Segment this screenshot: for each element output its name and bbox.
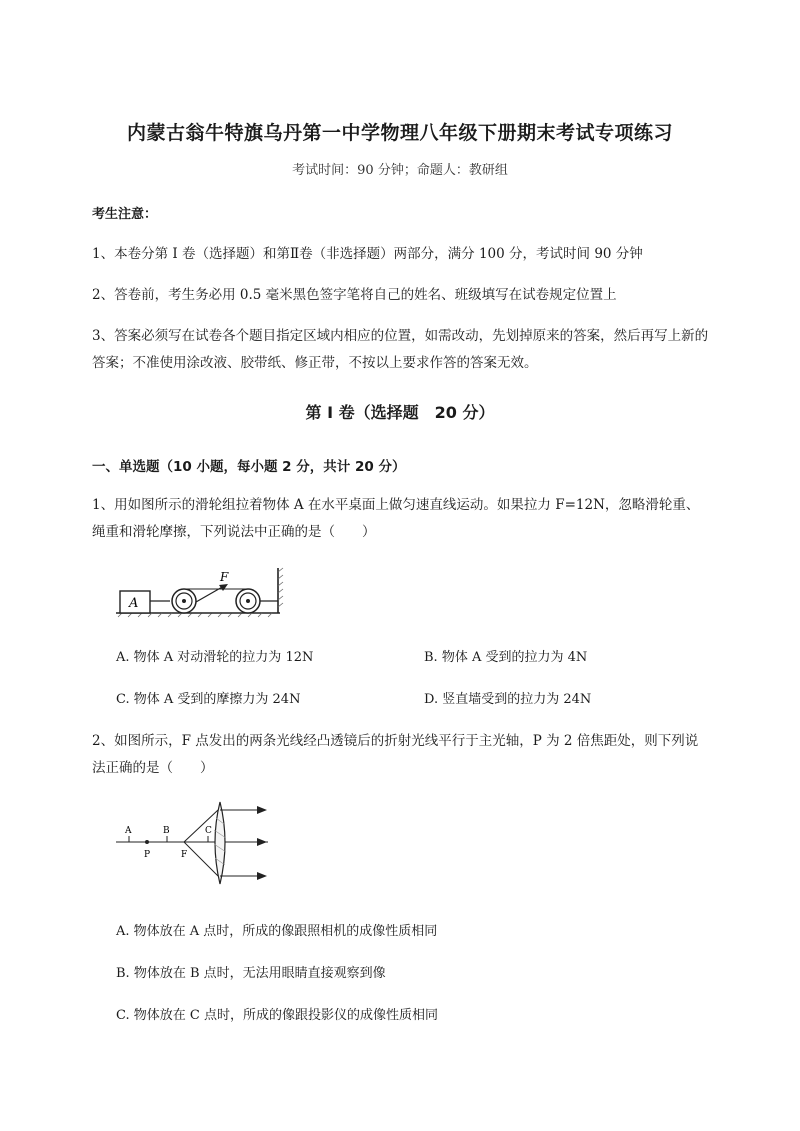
point-p-label: P	[144, 850, 151, 860]
force-f-label: F	[220, 570, 229, 584]
q2-option-a[interactable]: A. 物体放在 A 点时，所成的像跟照相机的成像性质相同	[116, 924, 438, 939]
pulley-figure	[112, 566, 287, 618]
section-title: 第 I 卷（选择题 20 分）	[305, 403, 495, 422]
lens-figure	[112, 800, 272, 895]
point-f-label: F	[181, 850, 188, 860]
notice-item-1: 1、本卷分第 I 卷（选择题）和第Ⅱ卷（非选择题）两部分，满分 100 分，考试时间 90 分钟	[92, 246, 643, 262]
q1-option-b[interactable]: B. 物体 A 受到的拉力为 4N	[424, 650, 588, 665]
question-2-stem: 2、如图所示，F 点发出的两条光线经凸透镜后的折射光线平行于主光轴，P 为 2 倍焦距处，则下列说法正确的是（ ）	[92, 733, 699, 776]
notice-item-3: 3、答案必须写在试卷各个题目指定区域内相应的位置，如需改动，先划掉原来的答案，然后再写上新的答案；不准使用涂改液、胶带纸、修正带，不按以上要求作答的答案无效。	[92, 328, 709, 371]
point-b-label: B	[163, 826, 170, 836]
page-title: 内蒙古翁牛特旗乌丹第一中学物理八年级下册期末考试专项练习	[126, 122, 673, 144]
q1-option-c[interactable]: C. 物体 A 受到的摩擦力为 24N	[116, 692, 301, 707]
block-a-label: A	[129, 596, 139, 611]
point-c-label: C	[205, 826, 212, 836]
notice-item-2: 2、答卷前，考生务必用 0.5 毫米黑色签字笔将自己的姓名、班级填写在试卷规定位置上	[92, 287, 617, 303]
part-heading: 一、单选题（10 小题，每小题 2 分，共计 20 分）	[92, 459, 406, 475]
question-1-stem: 1、用如图所示的滑轮组拉着物体 A 在水平桌面上做匀速直线运动。如果拉力 F=12N，忽略滑轮重、绳重和滑轮摩擦，下列说法中正确的是（ ）	[92, 497, 700, 540]
q2-option-b[interactable]: B. 物体放在 B 点时，无法用眼睛直接观察到像	[116, 966, 386, 981]
q2-option-c[interactable]: C. 物体放在 C 点时，所成的像跟投影仪的成像性质相同	[116, 1008, 438, 1023]
point-a-label: A	[125, 826, 132, 836]
notice-heading: 考生注意：	[92, 207, 158, 222]
q1-option-a[interactable]: A. 物体 A 对动滑轮的拉力为 12N	[116, 650, 314, 665]
exam-info: 考试时间：90 分钟；命题人：教研组	[292, 163, 508, 178]
q1-option-d[interactable]: D. 竖直墙受到的拉力为 24N	[424, 692, 592, 707]
